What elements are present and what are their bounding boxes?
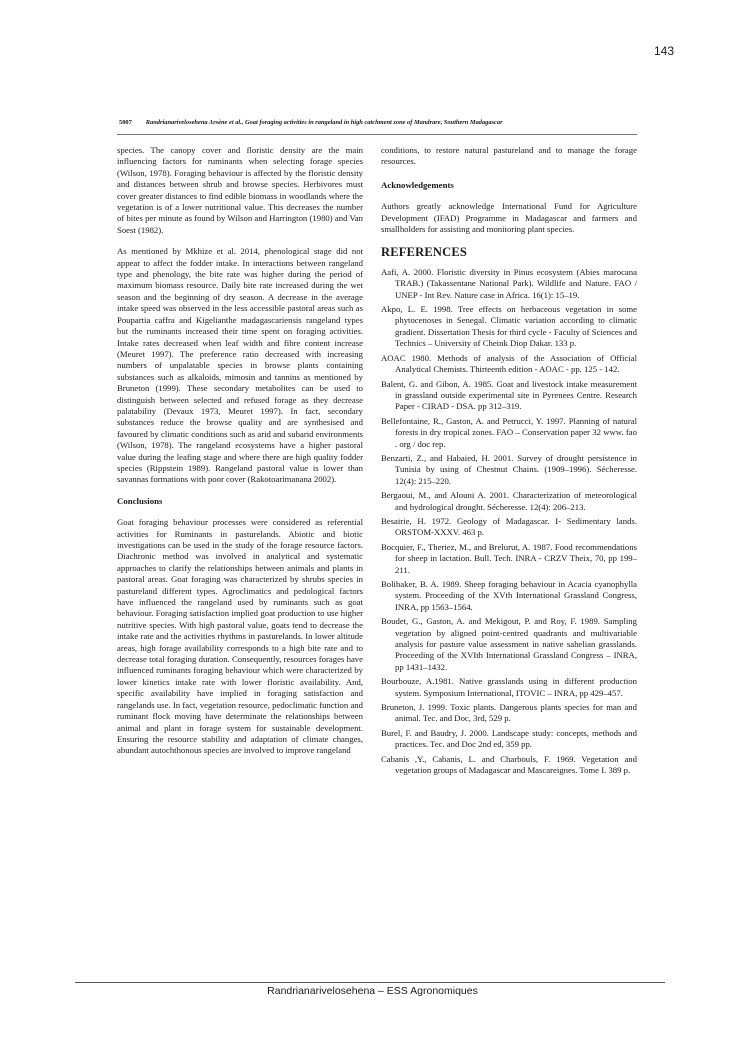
reference-item: Balent, G. and Gibon, A. 1985. Goat and livestock intake measurement in grassland outside experimental site in Pyrenees Centre. Research Paper - CIRAD - DSA. pp 312–319. bbox=[381, 378, 637, 412]
references-heading: REFERENCES bbox=[381, 245, 468, 260]
left-column bbox=[117, 145, 363, 767]
footer: Randrianarivelosehena – ESS Agronomiques bbox=[267, 985, 478, 997]
running-header-volume: 5007 bbox=[119, 119, 132, 126]
reference-item: Bocquier, F., Theriez, M., and Brelurut, A. 1987. Food recommendations for sheep in lactation. Bull. Tech. INRA - CRZV Theix, 70, pp 199–211. bbox=[381, 541, 637, 575]
running-header-text: Randrianarivelosehena Arsène et al., Goat foraging activities in rangeland in high catchment zone of Mandrare, Southern Madagascar bbox=[145, 119, 503, 126]
reference-item: Bergaoui, M., and Alouni A. 2001. Characterization of meteorological and hydrological drought. Sécheresse. 12(4): 206–213. bbox=[381, 490, 637, 512]
continuation-paragraph: conditions, to restore natural pastureland and to manage the forage resources. bbox=[381, 145, 637, 167]
reference-item: Benzarti, Z., and Habaied, H. 2001. Survey of drought persistence in Tunisia by using of Chestnut Chains. (1909–1996). Sécheresse. 12(4): 215–220. bbox=[381, 452, 637, 486]
reference-item: Besairie, H. 1972. Geology of Madagascar. I- Sedimentary lands. ORSTOM-XXXV. 463 p. bbox=[381, 515, 637, 538]
header-rule bbox=[117, 134, 637, 135]
conclusions-paragraph: Goat foraging behaviour processes were considered as referential activities for Ruminants in pasturelands. Abiotic and biotic investigations can be used in the study of the forage resource factors. Diachronic method was involved in analytical and systematic approaches to clarify the relationships between animals and plants in pastoral areas. Goat foraging was characterized by shrubs species in pastureland different types. Agroclimatics and pedological factors have influenced the rangeland used by ruminants such as goat behaviour. Foraging satisfaction implied goat production to use higher nutritive species. With high pastoral value, goats tend to decrease the intake rate and the activities rhythms in pasturelands. In lower altitude areas, high forage availability corresponds to a high bite rate and to decrease total foraging duration. Consequently, resources forages have influenced ruminants foraging behaviour which were characterized by lower kinetics intake rate with lower floristic availability. And, specific availability have implied in foraging satisfaction and rangelands use. In fact, vegetation resource, pedoclimatic function and ruminant flock moving have determinate the relationships between animal and plant in forage system for sustainable development. Ensuring the resource stability and adaptation of climate changes, abundant autochthonous species are involved to improve rangeland bbox=[117, 517, 363, 756]
acknowledgements-paragraph: Authors greatly acknowledge International Fund for Agriculture Development (IFAD) Programme in Madagascar and farmers and smallholders for assisting and monitoring plant species. bbox=[381, 201, 637, 235]
reference-item: Bellefontaine, R., Gaston, A. and Petrucci, Y. 1997. Planning of natural forests in dry tropical zones. FAO – Conservation paper 32 www. fao . org / doc rep. bbox=[381, 415, 637, 449]
right-column bbox=[381, 145, 637, 780]
page-number: 143 bbox=[653, 44, 674, 58]
reference-item: Bolibaker, B. A. 1989. Sheep foraging behaviour in Acacia cyanophylla system. Proceeding of the XVth International Grassland Congress, INRA, pp 1563–1564. bbox=[381, 579, 637, 612]
reference-item: Akpo, L. E. 1998. Tree effects on herbaceous vegetation in some phytocenoses in Senegal. Climatic variation according to climatic gradient. Dissertation Thesis for third cycle - Faculty of Sciences and Technics – University of Cheink Diop Dakar. 133 p. bbox=[381, 304, 637, 349]
reference-item: Burel, F. and Baudry, J. 2000. Landscape study: concepts, methods and practices. Tec. and Doc 2nd ed, 359 pp. bbox=[381, 727, 637, 750]
acknowledgements-heading: Acknowledgements bbox=[381, 179, 454, 190]
reference-item: Bruneton, J. 1999. Toxic plants. Dangerous plants species for man and animal. Tec. and Doc, 3rd, 529 p. bbox=[381, 702, 637, 724]
reference-item: Bourbouze, A.1981. Native grasslands using in different production system. Symposium International, ITOVIC – INRA, pp 429–457. bbox=[381, 676, 637, 698]
references-list bbox=[381, 267, 637, 777]
reference-item: Cabanis ,Y., Cabanis, L. and Charbouls, F. 1969. Vegetation and vegetation groups of Madagascar and Mascareignes. Tome I. 389 p. bbox=[381, 753, 637, 776]
running-header bbox=[119, 119, 634, 126]
footer-rule bbox=[75, 982, 665, 983]
conclusions-heading: Conclusions bbox=[117, 495, 163, 506]
body-paragraph: As mentioned by Mkhize et al. 2014, phenological stage did not appear to affect the fodder intake. In interactions between rangeland type and phenology, the bite rate was higher during the period of maximum biomass resource. Daily bite rate increased during the wet season and the beginning of dry season. A decrease in the average intake speed was observed in the less accessible pastoral areas such as Poupartia caffra and Kigelianthe madagascariensis rangeland types but the ruminants increased their time spent on foraging activities. Intake rates decreased when leaf width and fibre content increase (Meuret 1997). The preference ratio decreased with increasing numbers of unpalatable species in browse plants containing substances such as alkaloids, mimosin and tannins as mentioned by Bruneton (1999). These secondary metabolites can be used to distinguish between selected and refused forage as they decrease palatability (Devaux 1973, Meuret 1997). In fact, secondary substances reduce the browse quality and are synthesised and favoured by climatic conditions such as arid and subarid environments (Wilson, 1978). The rangeland ecosystems have a higher pastoral value during the leafing stage and where there are high quality fodder species (Rippstein 1989). Rangeland pastoral value is lower than savannas formations with poor cover (Rakotoarimanana 2002). bbox=[117, 246, 363, 485]
reference-item: Boudet, G., Gaston, A. and Mekigout, P. and Roy, F. 1989. Sampling vegetation by aligned point-centred quadrants and multivariable analysis for pasture value assessment in native sahelian grasslands. Proceeding of the XVIth International Grassland Congress – INRA, pp 1431–1432. bbox=[381, 616, 637, 672]
reference-item: Aafi, A. 2000. Floristic diversity in Pinus ecosystem (Abies marocana TRAB.) (Takassentane National Park). Wildlife and Nature. FAO / UNEP - Int Rev. Nature case in Africa. 16(1): 15–19. bbox=[381, 266, 637, 300]
reference-item: AOAC 1980. Methods of analysis of the Association of Official Analytical Chemists. Thirteenth edition - AOAC - pp. 125 - 142. bbox=[381, 352, 637, 375]
body-paragraph: species. The canopy cover and floristic density are the main influencing factors for ruminants when selecting forage species (Wilson, 1978). Foraging behaviour is affected by the floristic density and distances between shrub and browse species. Herbivores must cover greater distances to find edible biomass in woodlands where the vegetation is of a lower nutritional value. This decreases the number of bites per minute as found by Wilson and Harrington (1980) and Van Soest (1982). bbox=[117, 145, 363, 235]
